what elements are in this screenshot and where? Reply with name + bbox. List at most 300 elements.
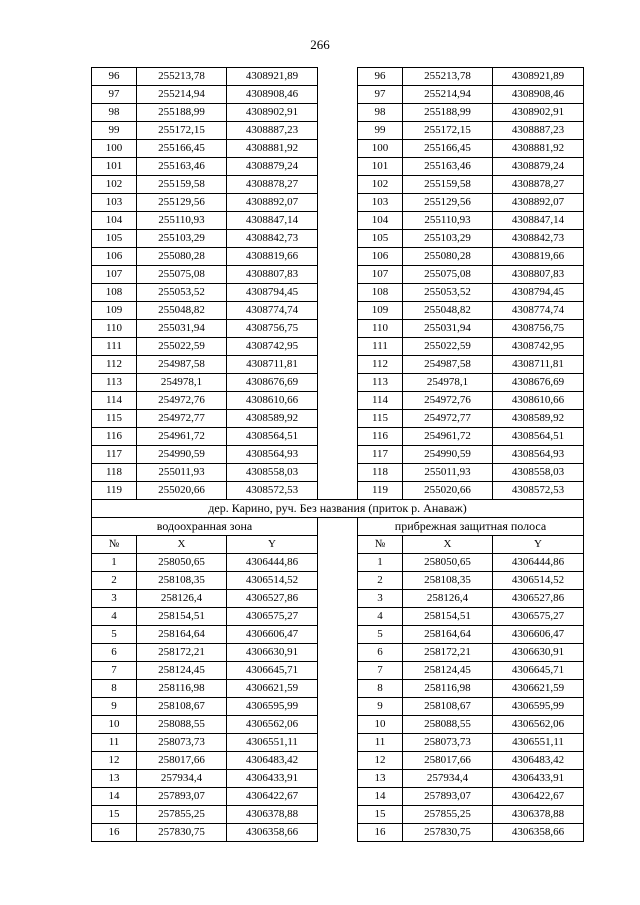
y-coordinate: 4306378,88 [227,806,318,824]
table-row [92,86,584,104]
y-coordinate: 4306562,06 [493,716,584,734]
x-coordinate: 257855,25 [403,806,493,824]
right-subtitle: прибрежная защитная полоса [358,518,584,536]
y-coordinate: 4308881,92 [227,140,318,158]
column-gap [318,770,358,788]
point-number: 112 [358,356,403,374]
column-gap [318,374,358,392]
table-row [92,824,584,842]
y-coordinate: 4306645,71 [227,662,318,680]
column-gap [318,680,358,698]
y-coordinate: 4306422,67 [227,788,318,806]
x-coordinate: 254987,58 [137,356,227,374]
column-gap [318,662,358,680]
table-row [92,374,584,392]
x-coordinate: 254990,59 [137,446,227,464]
table-row [92,644,584,662]
x-coordinate: 255103,29 [403,230,493,248]
y-coordinate: 4308742,95 [493,338,584,356]
point-number: 98 [358,104,403,122]
x-coordinate: 258108,35 [137,572,227,590]
table-row [92,464,584,482]
x-coordinate: 254972,77 [137,410,227,428]
y-coordinate: 4308807,83 [493,266,584,284]
table-row [92,482,584,500]
x-coordinate: 255075,08 [403,266,493,284]
column-gap [318,320,358,338]
point-number: 15 [92,806,137,824]
y-coordinate: 4308921,89 [227,68,318,86]
point-number: 11 [358,734,403,752]
y-coordinate: 4308756,75 [493,320,584,338]
header-number: № [92,536,137,554]
x-coordinate: 258126,4 [403,590,493,608]
x-coordinate: 255031,94 [403,320,493,338]
y-coordinate: 4308794,45 [493,284,584,302]
point-number: 5 [358,626,403,644]
table-row [92,626,584,644]
table-row [92,140,584,158]
point-number: 115 [92,410,137,428]
point-number: 107 [92,266,137,284]
column-gap [318,464,358,482]
column-gap [318,158,358,176]
x-coordinate: 255048,82 [137,302,227,320]
x-coordinate: 257830,75 [403,824,493,842]
column-gap [318,86,358,104]
point-number: 110 [92,320,137,338]
x-coordinate: 254972,77 [403,410,493,428]
y-coordinate: 4308676,69 [227,374,318,392]
point-number: 14 [92,788,137,806]
point-number: 9 [92,698,137,716]
column-gap [318,788,358,806]
point-number: 113 [358,374,403,392]
column-gap [318,68,358,86]
y-coordinate: 4308887,23 [493,122,584,140]
y-coordinate: 4308610,66 [493,392,584,410]
column-gap [318,122,358,140]
x-coordinate: 258017,66 [403,752,493,770]
column-gap [318,608,358,626]
x-coordinate: 255053,52 [137,284,227,302]
x-coordinate: 257934,4 [137,770,227,788]
x-coordinate: 257893,07 [403,788,493,806]
point-number: 5 [92,626,137,644]
y-coordinate: 4308564,51 [493,428,584,446]
x-coordinate: 255053,52 [403,284,493,302]
point-number: 100 [92,140,137,158]
y-coordinate: 4306621,59 [493,680,584,698]
y-coordinate: 4308879,24 [493,158,584,176]
column-gap [318,644,358,662]
y-coordinate: 4308847,14 [493,212,584,230]
table2-body [92,554,584,842]
table-row [92,320,584,338]
y-coordinate: 4308847,14 [227,212,318,230]
x-coordinate: 255022,59 [137,338,227,356]
x-coordinate: 255172,15 [137,122,227,140]
x-coordinate: 258050,65 [137,554,227,572]
column-gap [318,554,358,572]
y-coordinate: 4306514,52 [493,572,584,590]
point-number: 14 [358,788,403,806]
y-coordinate: 4308908,46 [493,86,584,104]
column-header-row [92,536,584,554]
column-gap [318,338,358,356]
y-coordinate: 4308892,07 [493,194,584,212]
table-row [92,392,584,410]
point-number: 2 [92,572,137,590]
column-gap [318,446,358,464]
point-number: 8 [92,680,137,698]
table-row [92,356,584,374]
point-number: 111 [92,338,137,356]
x-coordinate: 255159,58 [403,176,493,194]
point-number: 7 [358,662,403,680]
point-number: 108 [92,284,137,302]
header-number: № [358,536,403,554]
x-coordinate: 255075,08 [137,266,227,284]
x-coordinate: 254961,72 [137,428,227,446]
y-coordinate: 4308711,81 [227,356,318,374]
table-row [92,716,584,734]
table1-body [92,68,584,500]
point-number: 3 [358,590,403,608]
x-coordinate: 255214,94 [403,86,493,104]
y-coordinate: 4308572,53 [227,482,318,500]
x-coordinate: 254978,1 [137,374,227,392]
x-coordinate: 255172,15 [403,122,493,140]
point-number: 1 [358,554,403,572]
column-gap [318,194,358,212]
y-coordinate: 4308879,24 [227,158,318,176]
y-coordinate: 4308921,89 [493,68,584,86]
x-coordinate: 257855,25 [137,806,227,824]
y-coordinate: 4308610,66 [227,392,318,410]
x-coordinate: 258017,66 [137,752,227,770]
column-gap [318,734,358,752]
point-number: 112 [92,356,137,374]
coordinates-table [91,67,584,842]
table-row [92,680,584,698]
x-coordinate: 258172,21 [403,644,493,662]
point-number: 13 [358,770,403,788]
table-row [92,122,584,140]
table-row [92,428,584,446]
x-coordinate: 255110,93 [403,212,493,230]
column-gap [318,104,358,122]
point-number: 98 [92,104,137,122]
column-gap [318,176,358,194]
y-coordinate: 4306606,47 [493,626,584,644]
point-number: 6 [358,644,403,662]
point-number: 116 [92,428,137,446]
point-number: 110 [358,320,403,338]
y-coordinate: 4308774,74 [227,302,318,320]
y-coordinate: 4306630,91 [493,644,584,662]
y-coordinate: 4308902,91 [493,104,584,122]
point-number: 16 [92,824,137,842]
point-number: 103 [358,194,403,212]
point-number: 103 [92,194,137,212]
point-number: 10 [358,716,403,734]
x-coordinate: 258108,67 [137,698,227,716]
y-coordinate: 4306575,27 [227,608,318,626]
table-row [92,158,584,176]
column-gap [318,518,358,536]
x-coordinate: 258088,55 [137,716,227,734]
column-gap [318,590,358,608]
y-coordinate: 4306606,47 [227,626,318,644]
column-gap [318,716,358,734]
x-coordinate: 257830,75 [137,824,227,842]
x-coordinate: 255022,59 [403,338,493,356]
y-coordinate: 4306378,88 [493,806,584,824]
point-number: 117 [92,446,137,464]
x-coordinate: 255020,66 [137,482,227,500]
point-number: 11 [92,734,137,752]
column-gap [318,230,358,248]
table-row [92,770,584,788]
y-coordinate: 4306422,67 [493,788,584,806]
y-coordinate: 4308558,03 [227,464,318,482]
left-subtitle: водоохранная зона [92,518,318,536]
point-number: 102 [358,176,403,194]
y-coordinate: 4306433,91 [227,770,318,788]
point-number: 99 [358,122,403,140]
point-number: 96 [358,68,403,86]
y-coordinate: 4306551,11 [493,734,584,752]
y-coordinate: 4308881,92 [493,140,584,158]
x-coordinate: 258108,67 [403,698,493,716]
x-coordinate: 258088,55 [403,716,493,734]
x-coordinate: 255110,93 [137,212,227,230]
x-coordinate: 255129,56 [137,194,227,212]
point-number: 4 [358,608,403,626]
table-row [92,194,584,212]
y-coordinate: 4308908,46 [227,86,318,104]
y-coordinate: 4308842,73 [227,230,318,248]
point-number: 10 [92,716,137,734]
section-title: дер. Карино, руч. Без названия (приток р. Анаваж) [92,500,584,518]
x-coordinate: 258073,73 [403,734,493,752]
table-row [92,752,584,770]
x-coordinate: 255080,28 [403,248,493,266]
point-number: 12 [92,752,137,770]
point-number: 105 [358,230,403,248]
column-gap [318,392,358,410]
point-number: 97 [358,86,403,104]
point-number: 16 [358,824,403,842]
point-number: 13 [92,770,137,788]
x-coordinate: 255031,94 [137,320,227,338]
point-number: 114 [358,392,403,410]
point-number: 1 [92,554,137,572]
y-coordinate: 4308878,27 [227,176,318,194]
point-number: 119 [358,482,403,500]
column-gap [318,248,358,266]
x-coordinate: 255048,82 [403,302,493,320]
x-coordinate: 254990,59 [403,446,493,464]
x-coordinate: 255166,45 [403,140,493,158]
point-number: 15 [358,806,403,824]
y-coordinate: 4306630,91 [227,644,318,662]
table-row [92,284,584,302]
x-coordinate: 258108,35 [403,572,493,590]
y-coordinate: 4308589,92 [227,410,318,428]
x-coordinate: 255159,58 [137,176,227,194]
table-row [92,176,584,194]
table-row [92,698,584,716]
point-number: 3 [92,590,137,608]
point-number: 114 [92,392,137,410]
header-y: Y [227,536,318,554]
point-number: 109 [358,302,403,320]
y-coordinate: 4308572,53 [493,482,584,500]
x-coordinate: 258154,51 [137,608,227,626]
x-coordinate: 258164,64 [137,626,227,644]
column-gap [318,806,358,824]
point-number: 107 [358,266,403,284]
y-coordinate: 4308902,91 [227,104,318,122]
y-coordinate: 4306595,99 [227,698,318,716]
column-gap [318,626,358,644]
point-number: 108 [358,284,403,302]
y-coordinate: 4306551,11 [227,734,318,752]
table-row [92,230,584,248]
y-coordinate: 4308842,73 [493,230,584,248]
point-number: 109 [92,302,137,320]
x-coordinate: 255080,28 [137,248,227,266]
column-gap [318,140,358,158]
point-number: 116 [358,428,403,446]
column-gap [318,266,358,284]
x-coordinate: 254978,1 [403,374,493,392]
y-coordinate: 4308774,74 [493,302,584,320]
table-row [92,302,584,320]
point-number: 104 [358,212,403,230]
page-number: 266 [310,37,330,52]
y-coordinate: 4308819,66 [227,248,318,266]
x-coordinate: 255011,93 [137,464,227,482]
column-gap [318,410,358,428]
x-coordinate: 255163,46 [137,158,227,176]
point-number: 6 [92,644,137,662]
x-coordinate: 255103,29 [137,230,227,248]
x-coordinate: 255214,94 [137,86,227,104]
x-coordinate: 255166,45 [137,140,227,158]
column-gap [318,824,358,842]
y-coordinate: 4308711,81 [493,356,584,374]
point-number: 102 [92,176,137,194]
table-row [92,68,584,86]
y-coordinate: 4306527,86 [227,590,318,608]
x-coordinate: 257893,07 [137,788,227,806]
header-y: Y [493,536,584,554]
y-coordinate: 4306575,27 [493,608,584,626]
y-coordinate: 4306595,99 [493,698,584,716]
subtitle-row [92,518,584,536]
point-number: 115 [358,410,403,428]
x-coordinate: 255188,99 [403,104,493,122]
point-number: 2 [358,572,403,590]
point-number: 96 [92,68,137,86]
x-coordinate: 255213,78 [137,68,227,86]
y-coordinate: 4308819,66 [493,248,584,266]
y-coordinate: 4306621,59 [227,680,318,698]
point-number: 106 [358,248,403,266]
y-coordinate: 4306444,86 [227,554,318,572]
x-coordinate: 254972,76 [403,392,493,410]
x-coordinate: 258164,64 [403,626,493,644]
column-gap [318,284,358,302]
x-coordinate: 258073,73 [137,734,227,752]
table-row [92,734,584,752]
y-coordinate: 4306433,91 [493,770,584,788]
y-coordinate: 4308589,92 [493,410,584,428]
x-coordinate: 254972,76 [137,392,227,410]
point-number: 118 [358,464,403,482]
x-coordinate: 258154,51 [403,608,493,626]
header-x: X [403,536,493,554]
point-number: 101 [92,158,137,176]
column-gap [318,482,358,500]
x-coordinate: 258126,4 [137,590,227,608]
table-row [92,554,584,572]
section-title-row [92,500,584,518]
x-coordinate: 255020,66 [403,482,493,500]
y-coordinate: 4308676,69 [493,374,584,392]
x-coordinate: 255188,99 [137,104,227,122]
table-row [92,590,584,608]
x-coordinate: 255129,56 [403,194,493,212]
y-coordinate: 4306514,52 [227,572,318,590]
x-coordinate: 254961,72 [403,428,493,446]
point-number: 100 [358,140,403,158]
y-coordinate: 4308756,75 [227,320,318,338]
y-coordinate: 4306527,86 [493,590,584,608]
point-number: 117 [358,446,403,464]
point-number: 4 [92,608,137,626]
point-number: 118 [92,464,137,482]
table-row [92,266,584,284]
column-gap [318,536,358,554]
x-coordinate: 255011,93 [403,464,493,482]
point-number: 99 [92,122,137,140]
x-coordinate: 258124,45 [403,662,493,680]
y-coordinate: 4306358,66 [493,824,584,842]
x-coordinate: 258116,98 [403,680,493,698]
y-coordinate: 4306358,66 [227,824,318,842]
table-row [92,446,584,464]
x-coordinate: 258116,98 [137,680,227,698]
column-gap [318,356,358,374]
table-row [92,608,584,626]
x-coordinate: 255213,78 [403,68,493,86]
y-coordinate: 4306483,42 [227,752,318,770]
y-coordinate: 4308878,27 [493,176,584,194]
column-gap [318,212,358,230]
section-header [92,500,584,554]
y-coordinate: 4306444,86 [493,554,584,572]
point-number: 12 [358,752,403,770]
x-coordinate: 258050,65 [403,554,493,572]
point-number: 119 [92,482,137,500]
y-coordinate: 4308564,93 [493,446,584,464]
table-row [92,338,584,356]
point-number: 8 [358,680,403,698]
